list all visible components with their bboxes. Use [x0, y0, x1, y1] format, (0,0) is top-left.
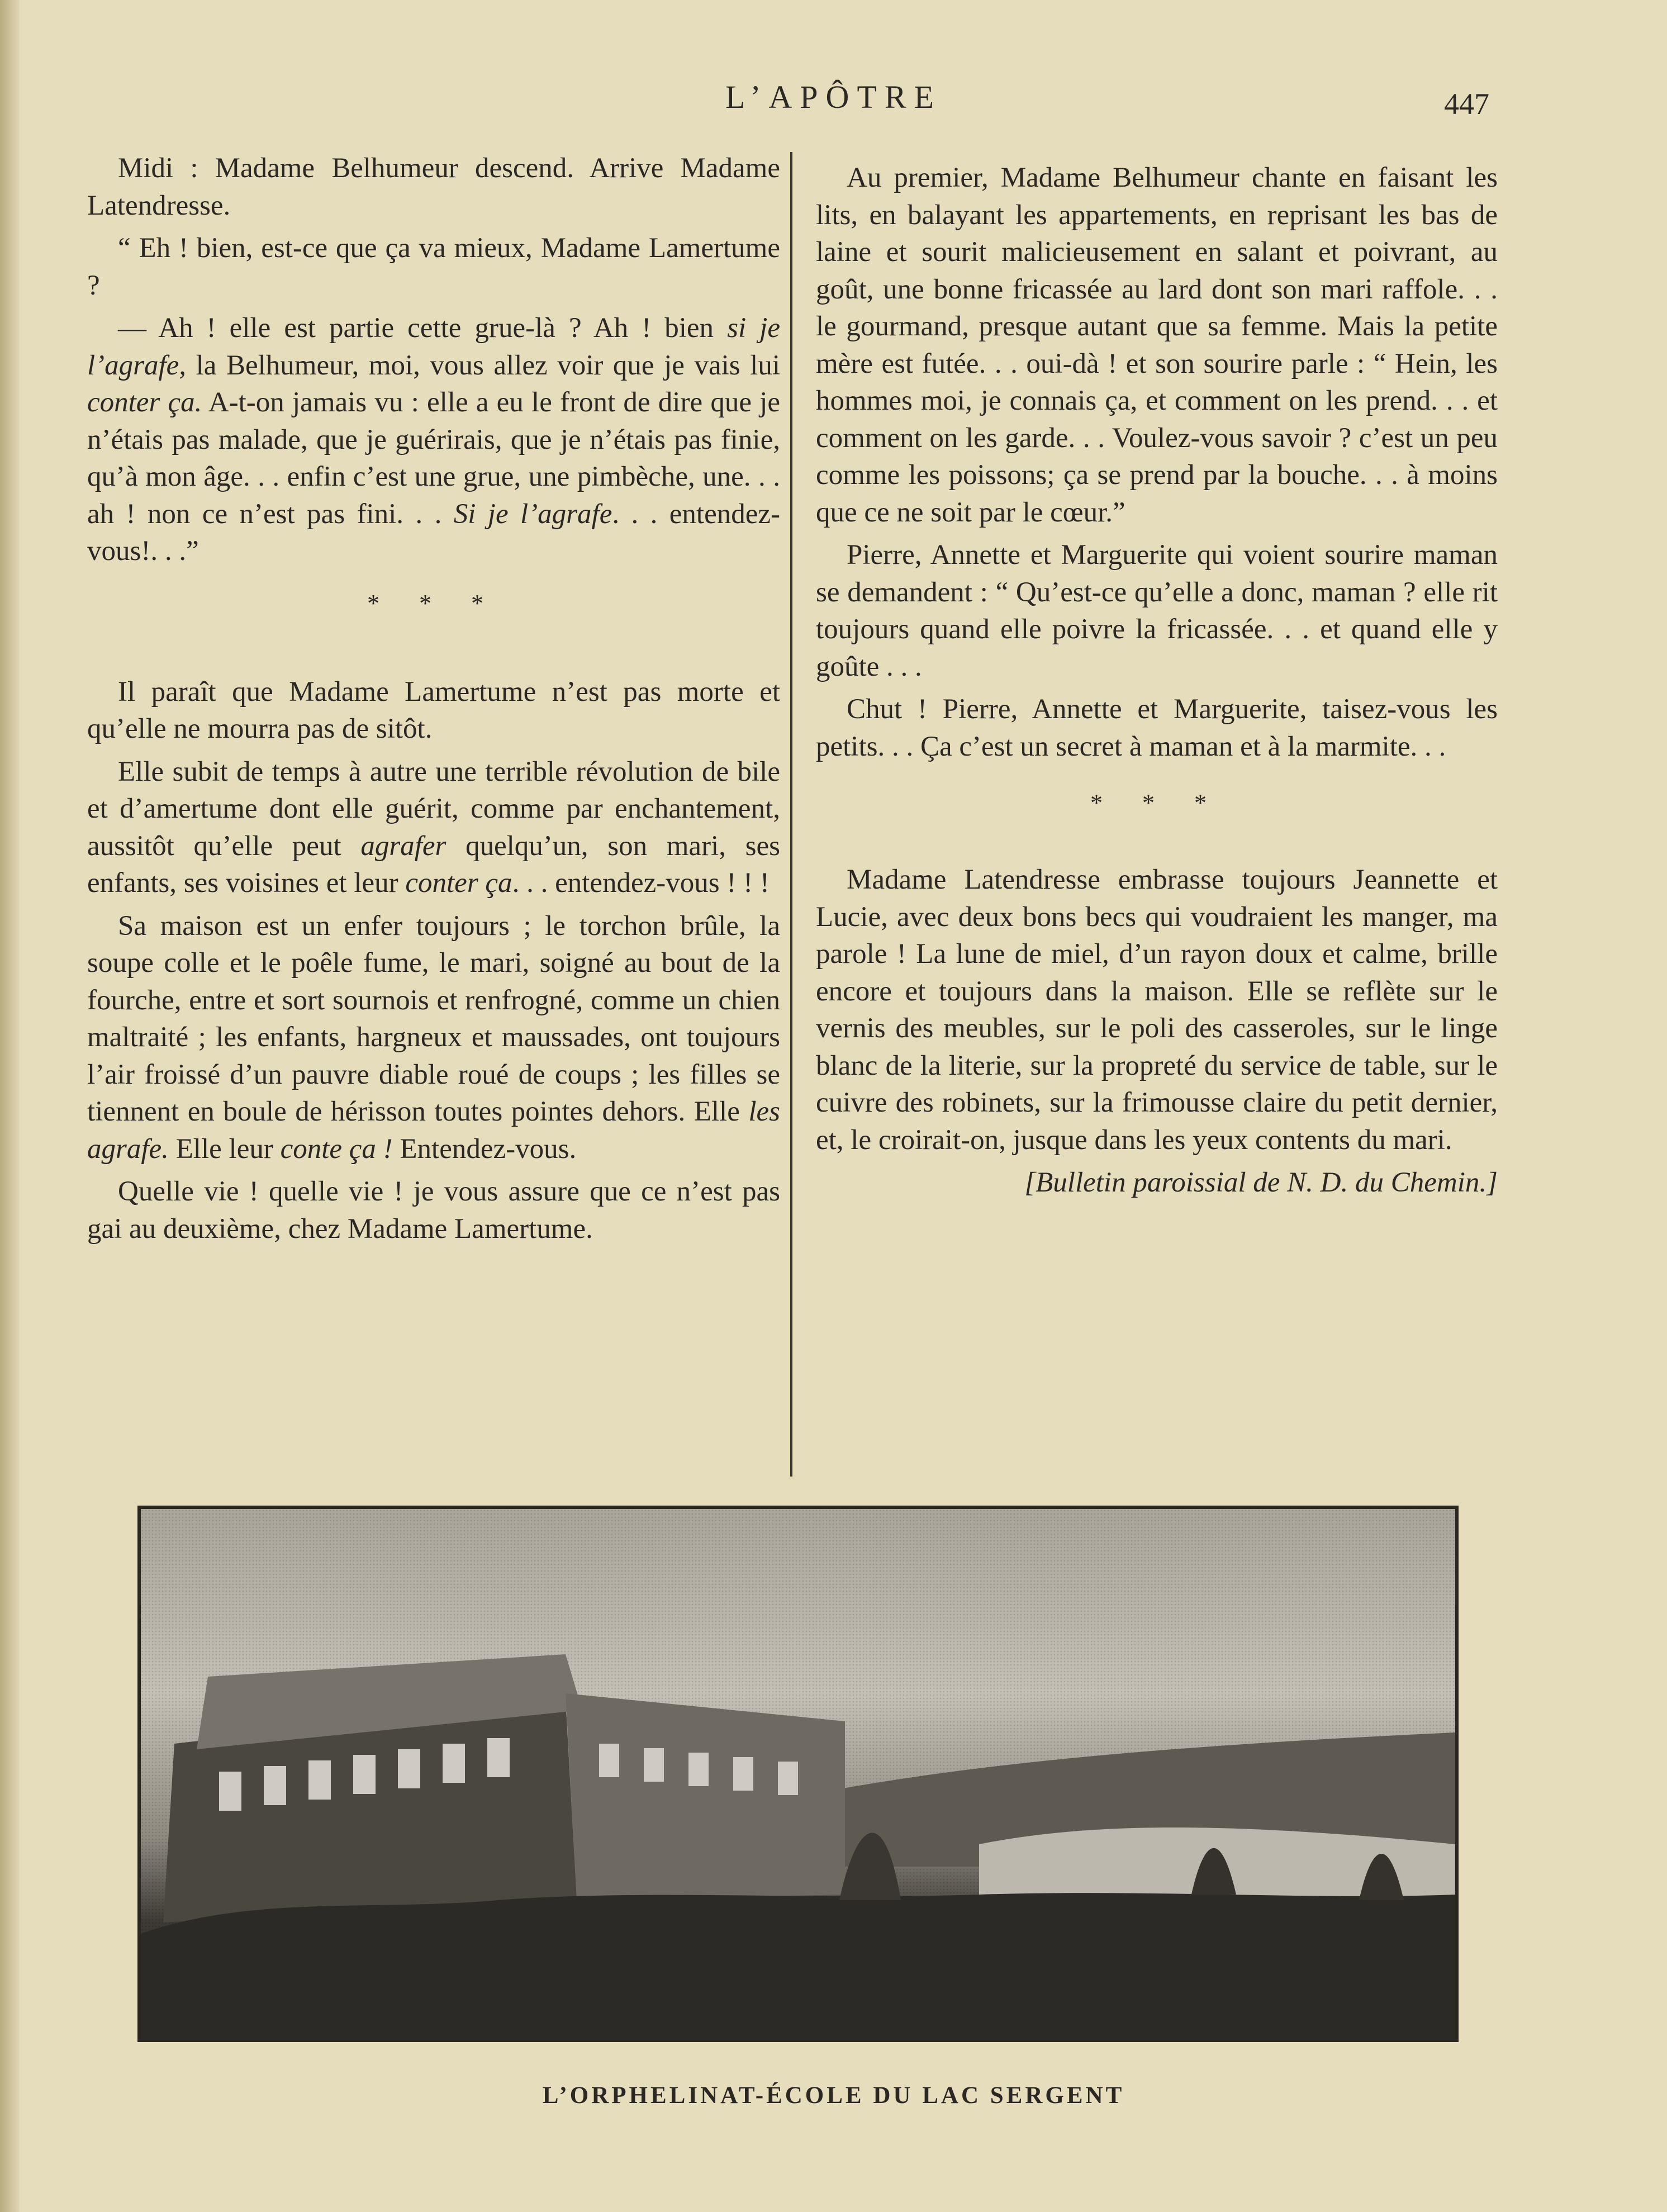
left-column	[87, 150, 780, 1253]
paragraph: Pierre, Annette et Marguerite qui voient sourire maman se demandent : “ Qu’est-ce qu’elle a donc, maman ? elle rit toujours quand elle poivre la fricassée. . . et quand elle y goûte . . .	[816, 539, 1498, 682]
paragraph: Quelle vie ! quelle vie ! je vous assure que ce n’est pas gai au deuxième, chez Madame Lamertume.	[87, 1176, 780, 1245]
page-binding-edge	[0, 0, 19, 2212]
paragraph: Il paraît que Madame Lamertume n’est pas morte et qu’elle ne mourra pas de sitôt.	[87, 676, 780, 744]
section-asterism: * * *	[367, 589, 500, 617]
running-title: L’APÔTRE	[725, 79, 942, 115]
orphanage-photograph	[137, 1506, 1459, 2042]
right-column	[816, 159, 1498, 1207]
paragraph: Chut ! Pierre, Annette et Marguerite, taisez-vous les petits. . . Ça c’est un secret à maman et à la marmite. . .	[816, 694, 1498, 762]
paragraph: Madame Latendresse embrasse toujours Jeannette et Lucie, avec deux bons becs qui voudraient les manger, ma parole ! La lune de miel, d’un rayon doux et calme, brille encore et toujours dans la maison. Elle se reflète sur le vernis des meubles, sur le poli des casseroles, sur le linge blanc de la literie, sur la propreté du service de table, sur le cuivre des robinets, sur la frimousse claire du petit dernier, et, le croirait-on, jusque dans les yeux contents du mari.	[816, 864, 1498, 1156]
paragraph: Elle subit de temps à autre une terrible révolution de bile et d’amertume dont elle guérit, comme par enchantement, aussitôt qu’elle peut agrafer quelqu’un, son mari, ses enfants, ses voisines et leur conter ça. . . entendez-vous ! ! !	[87, 756, 780, 899]
column-divider	[790, 152, 792, 1477]
source-citation: [Bulletin paroissial de N. D. du Chemin.]	[1024, 1167, 1498, 1198]
page-number: 447	[1444, 87, 1489, 121]
photo-caption: L’ORPHELINAT-ÉCOLE DU LAC SERGENT	[542, 2082, 1125, 2109]
paragraph: Sa maison est un enfer toujours ; le torchon brûle, la soupe colle et le poêle fume, le mari, soigné au bout de la fourche, entre et sort sournois et renfrogné, comme un chien maltraité ; les enfants, hargneux et maussades, ont toujours l’air froissé d’un pauvre diable roué de coups ; les filles se tiennent en boule de hérisson toutes pointes dehors. Elle les agrafe. Elle leur conte ça ! Entendez-vous.	[87, 910, 780, 1165]
section-asterism: * * *	[1090, 789, 1223, 817]
paragraph: — Ah ! elle est partie cette grue-là ? Ah ! bien si je l’agrafe, la Belhumeur, moi, vous allez voir que je vais lui conter ça. A-t-on jamais vu : elle a eu le front de dire que je n’étais pas malade, que je guérirais, que je n’étais pas finie, qu’à mon âge. . . enfin c’est une grue, une pimbèche, une. . . ah ! non ce n’est pas fini. . . Si je l’agrafe. . . entendez-vous!. . .”	[87, 312, 780, 567]
paragraph: Au premier, Madame Belhumeur chante en faisant les lits, en balayant les appartements, en reprisant les bas de laine et sourit malicieusement en salant et poivrant, au goût, une bonne fricassée au lard dont son mari raffole. . . le gourmand, presque autant que sa femme. Mais la petite mère est futée. . . oui-dà ! et son sourire parle : “ Hein, les hommes moi, je connais ça, et comment on les prend. . . et comment on les garde. . . Voulez-vous savoir ? c’est un peu comme les poissons; ça se prend par la bouche. . . à moins que ce ne soit par le cœur.”	[816, 162, 1498, 528]
paragraph: Midi : Madame Belhumeur descend. Arrive Madame Latendresse.	[87, 153, 780, 221]
photograph-scene	[141, 1509, 1455, 2039]
paragraph: “ Eh ! bien, est-ce que ça va mieux, Madame Lamertume ?	[87, 232, 780, 301]
